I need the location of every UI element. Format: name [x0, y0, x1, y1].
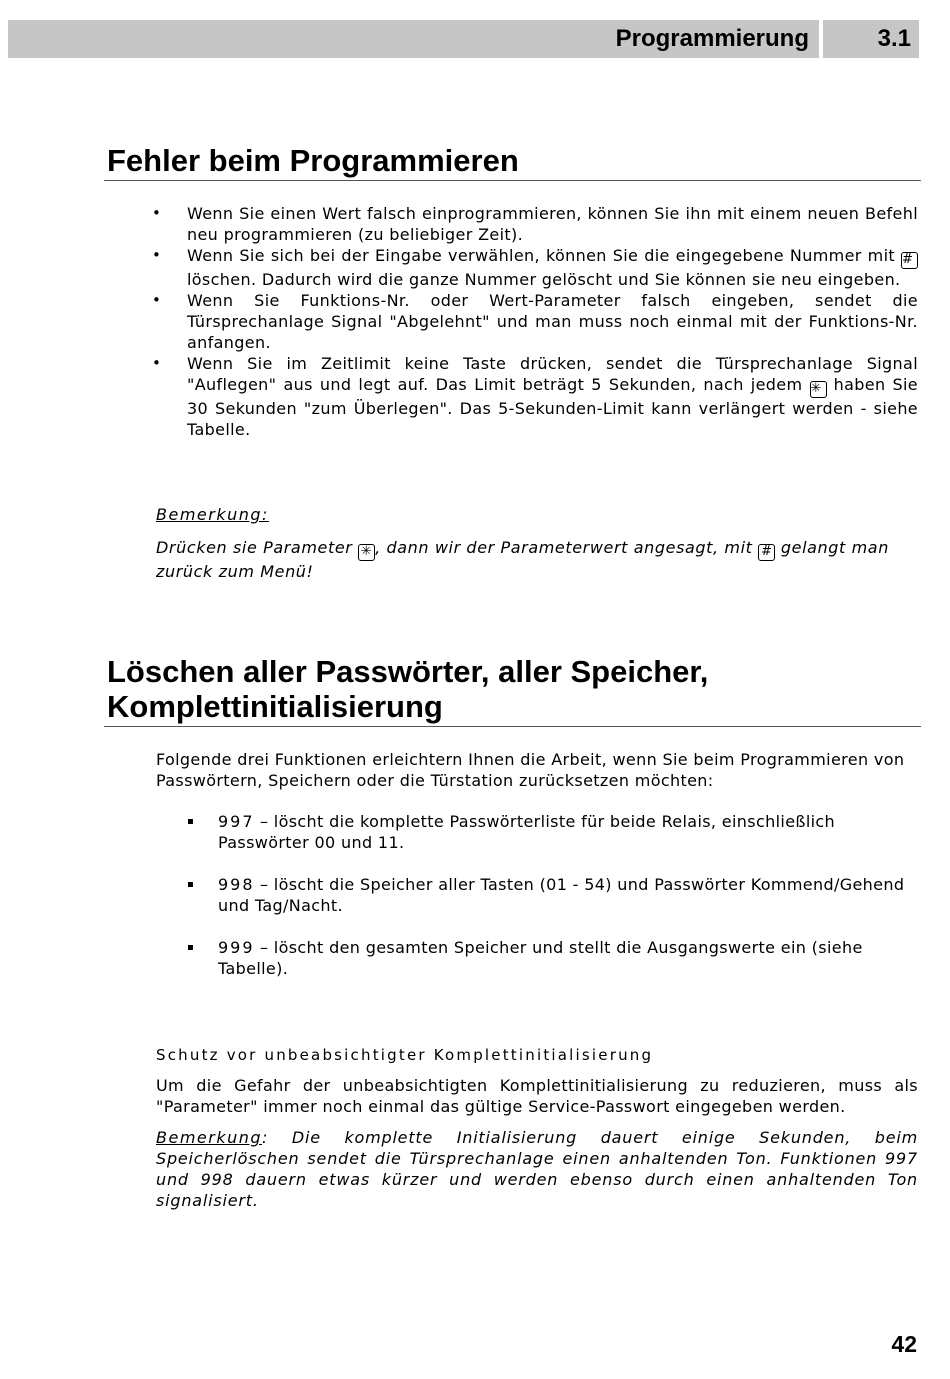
reset-function-list [185, 811, 905, 1000]
note-text: Drücken sie Parameter ✳ , dann wir der Parameterwert angesagt, mit # gelangt man zurück zum Menü! [156, 538, 889, 581]
list-item: • Wenn Sie im Zeitlimit keine Taste drücken, sendet die Türsprechanlage Signal "Auflegen" aus und legt auf. Das Limit beträgt 5 Sekunden, nach jedem ✳ haben Sie 30 Sekunden "zum Überlegen". Das 5-Sekunden-Limit kann verlängert werden - siehe Tabelle. [150, 353, 918, 440]
section-title-reset: Löschen aller Passwörter, aller Speicher, Komplettinitialisierung [107, 654, 709, 724]
list-item: • Wenn Sie sich bei der Eingabe verwählen, können Sie die eingegebene Nummer mit # löschen. Dadurch wird die ganze Nummer gelöscht und Sie können sie neu eingeben. [150, 245, 918, 290]
star-key-icon: ✳ [358, 544, 375, 561]
section-divider [104, 180, 921, 181]
protection-text: Um die Gefahr der unbeabsichtigten Komplettinitialisierung zu reduzieren, muss als "Parameter" immer noch einmal das gültige Service-Passwort eingegeben werden. [156, 1076, 918, 1116]
reset-intro: Folgende drei Funktionen erleichtern Ihnen die Arbeit, wenn Sie beim Programmieren von Passwörtern, Speichern oder die Türstation zurücksetzen möchten: [156, 750, 905, 790]
hash-key-icon: # [901, 252, 918, 269]
function-code: 997 [218, 812, 255, 831]
remark-label: Bemerkung [156, 1128, 263, 1147]
list-item: • Wenn Sie einen Wert falsch einprogrammieren, können Sie ihn mit einem neuen Befehl neu programmieren (zu beliebiger Zeit). [150, 203, 918, 245]
error-bullet-list [150, 203, 918, 440]
page-number: 42 [891, 1331, 917, 1357]
protection-subheading: Schutz vor unbeabsichtigter Komplettinitialisierung [156, 1046, 654, 1064]
note-title: Bemerkung: [156, 505, 269, 524]
section-title-errors: Fehler beim Programmieren [107, 143, 519, 178]
function-code: 998 [218, 875, 255, 894]
list-item: 998 – löscht die Speicher aller Tasten (01 - 54) und Passwörter Kommend/Gehend und Tag/Nacht. [185, 874, 905, 916]
section-divider [104, 726, 921, 727]
list-item: • Wenn Sie Funktions-Nr. oder Wert-Parameter falsch eingeben, sendet die Türsprechanlage Signal "Abgelehnt" und man muss noch einmal mit der Funktions-Nr. anfangen. [150, 290, 918, 353]
function-code: 999 [218, 938, 255, 957]
hash-key-icon: # [758, 544, 775, 561]
list-item: 999 – löscht den gesamten Speicher und stellt die Ausgangswerte ein (siehe Tabelle). [185, 937, 905, 979]
header-section-title: Programmierung [8, 20, 819, 58]
page-header [8, 20, 919, 58]
list-item: 997 – löscht die komplette Passwörterliste für beide Relais, einschließlich Passwörter 00 und 11. [185, 811, 905, 853]
remark-text: Bemerkung: Die komplette Initialisierung dauert einige Sekunden, beim Speicherlöschen sendet die Türsprechanlage einen anhaltenden Ton. Funktionen 997 und 998 dauern etwas kürzer und werden ebenso durch einen anhaltenden Ton signalisiert. [156, 1128, 918, 1210]
star-key-icon: ✳ [810, 381, 827, 398]
header-section-number: 3.1 [823, 20, 919, 58]
